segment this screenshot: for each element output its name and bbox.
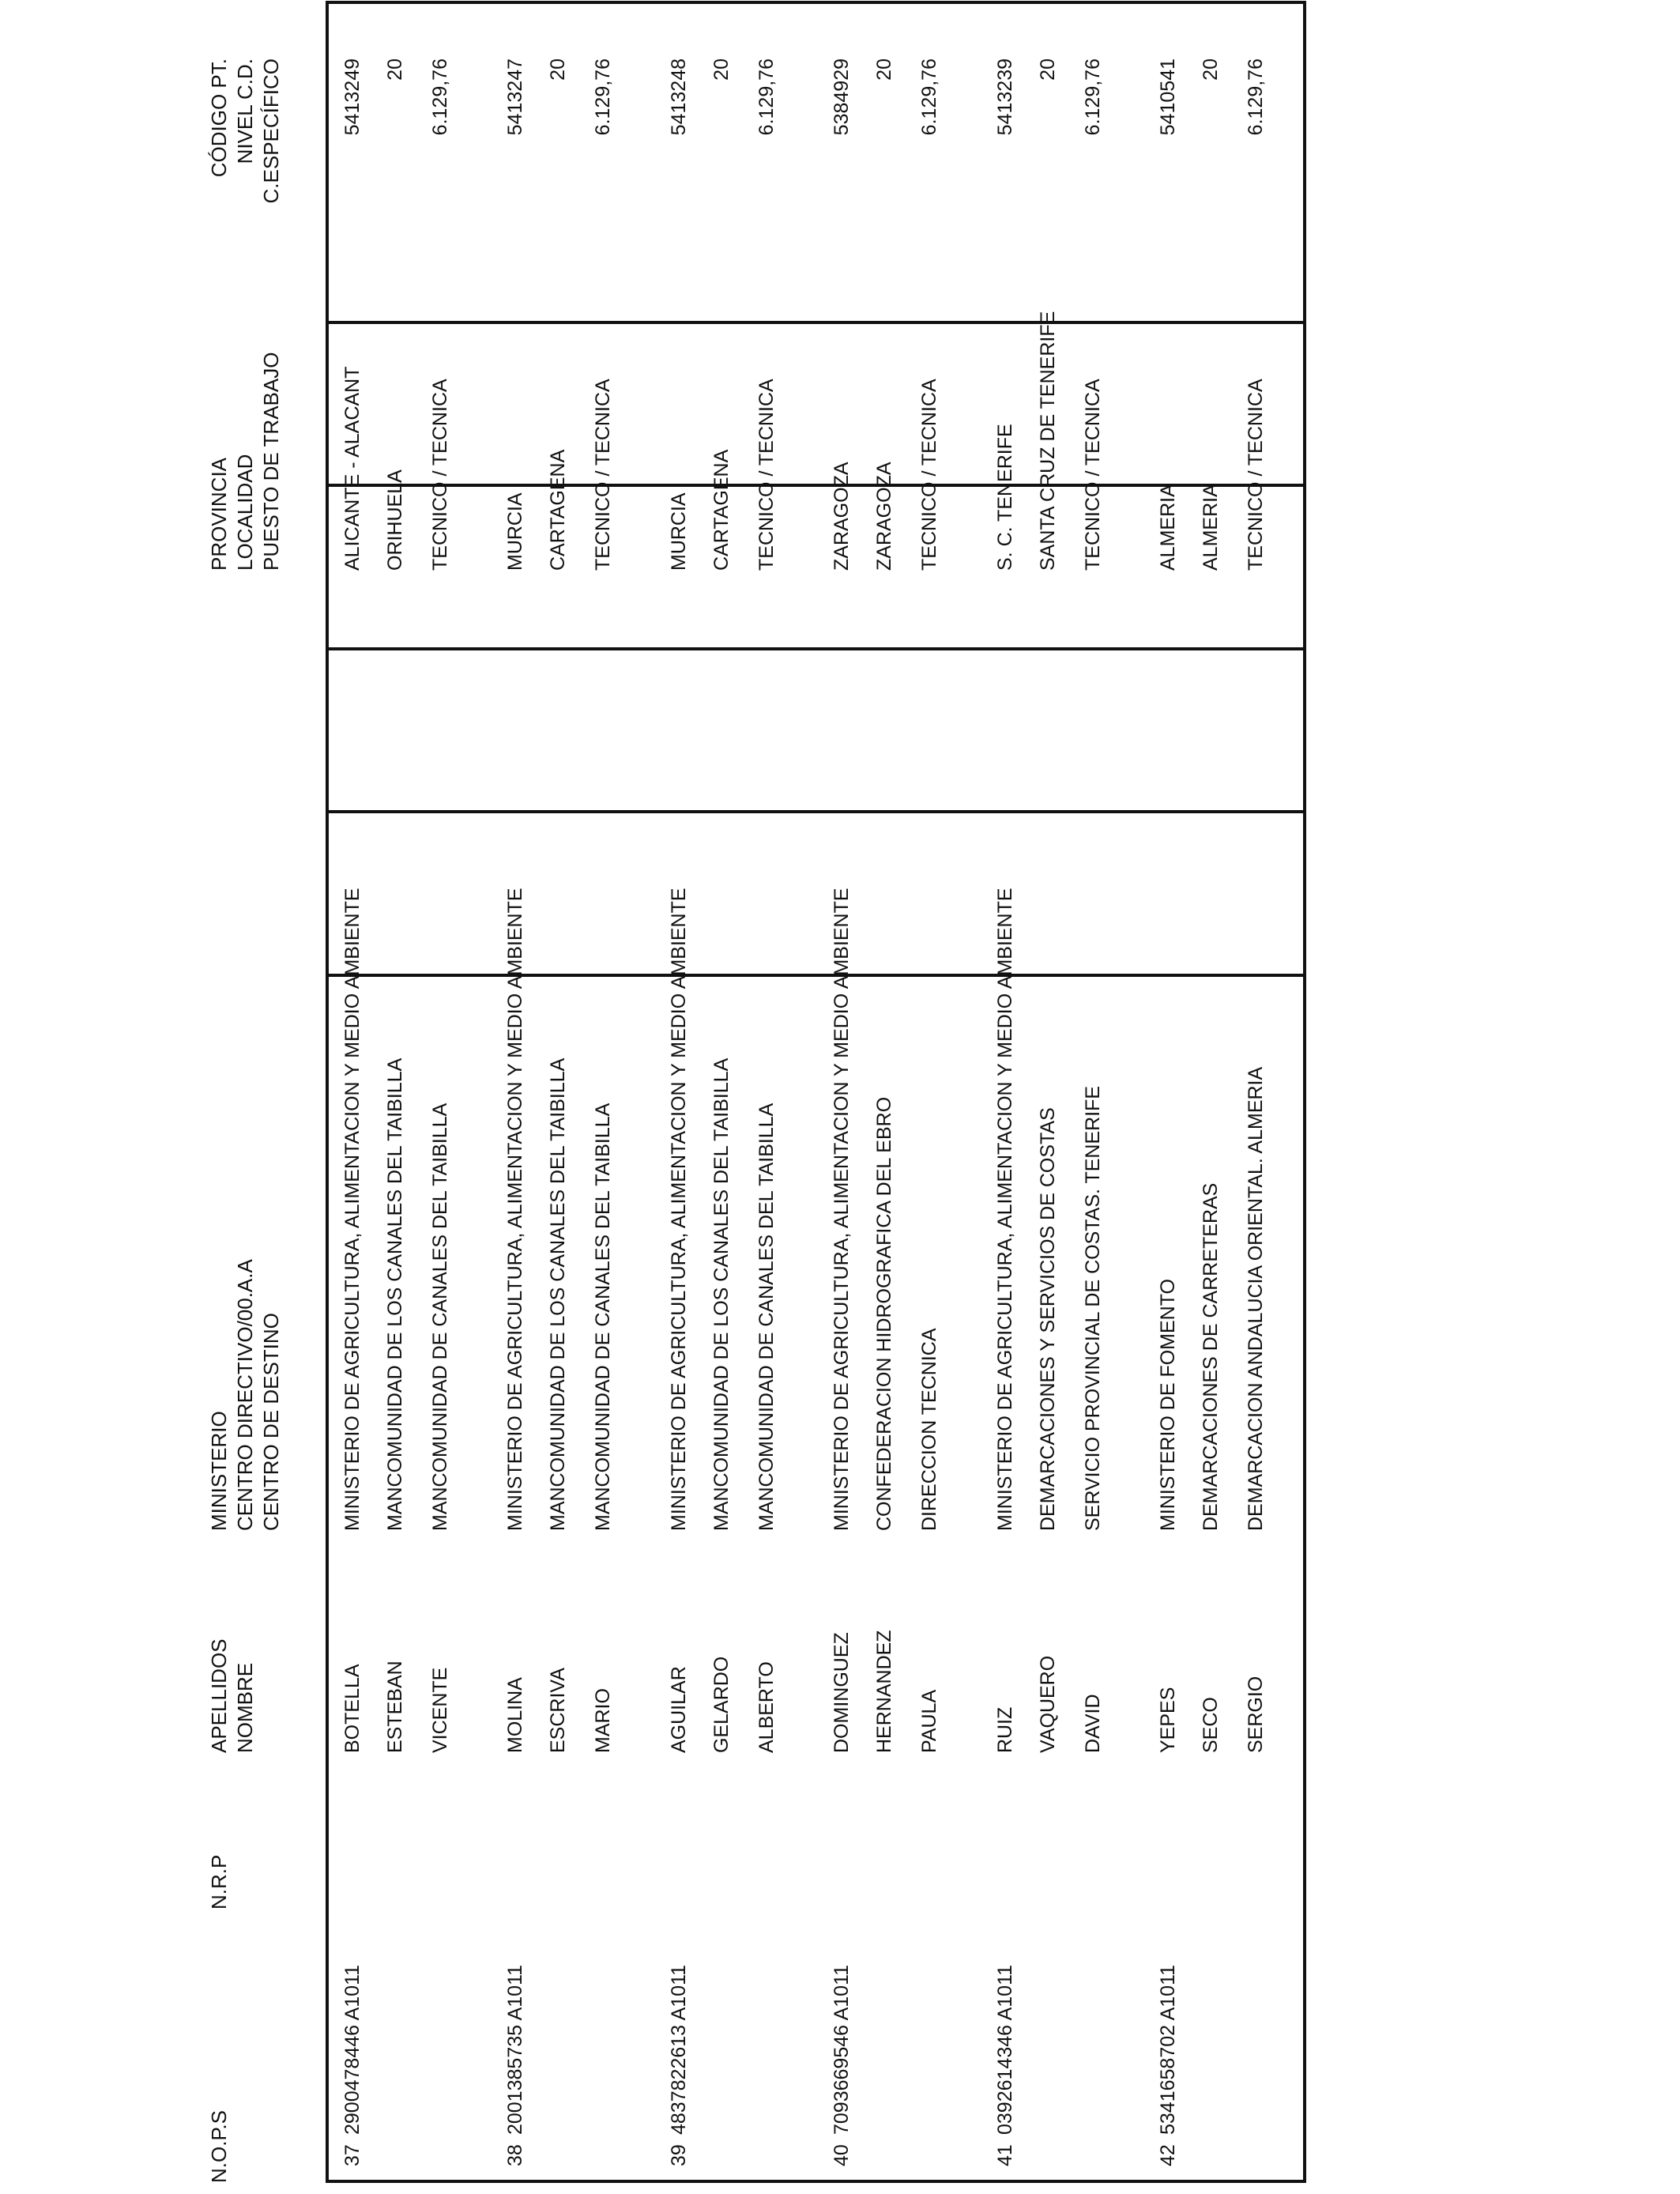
record-codigo: 5413247 — [504, 58, 526, 136]
record-provincia: ZARAGOZA — [831, 462, 853, 571]
record-puesto: TECNICO / TECNICA — [755, 379, 778, 571]
record-apellido1: AGUILAR — [668, 1666, 690, 1753]
record-nombre: MARIO — [592, 1688, 614, 1753]
record-provincia: MURCIA — [504, 492, 526, 571]
record-codigo: 5413249 — [341, 58, 363, 136]
header-provincia: PROVINCIA — [207, 457, 231, 571]
record-nops: 41 — [994, 2144, 1016, 2166]
record-apellido1: RUIZ — [994, 1706, 1016, 1753]
record-apellido2: HERNANDEZ — [873, 1630, 895, 1753]
record-ministerio: MINISTERIO DE AGRICULTURA, ALIMENTACION Y MEDIO AMBIENTE — [504, 888, 526, 1531]
header-centro-destino: CENTRO DE DESTINO — [259, 1313, 283, 1531]
record-localidad: ALMERIA — [1200, 484, 1222, 571]
record-codigo: 5413239 — [994, 58, 1016, 136]
record-centro-directivo: CONFEDERACION HIDROGRAFICA DEL EBRO — [873, 1096, 895, 1531]
record-puesto: TECNICO / TECNICA — [1082, 379, 1104, 571]
record-nivel: 20 — [1037, 58, 1059, 81]
record-centro-destino: MANCOMUNIDAD DE CANALES DEL TAIBILLA — [429, 1103, 451, 1531]
record-nops: 38 — [504, 2144, 526, 2166]
record-nombre: DAVID — [1082, 1694, 1104, 1753]
record-codigo: 5410541 — [1157, 58, 1179, 136]
record-codigo: 5413248 — [668, 58, 690, 136]
record-nombre: PAULA — [918, 1689, 940, 1753]
record-apellido2: SECO — [1200, 1697, 1222, 1753]
record-provincia: ALICANTE - ALACANT — [341, 366, 363, 571]
record-centro-directivo: MANCOMUNIDAD DE LOS CANALES DEL TAIBILLA — [710, 1057, 733, 1531]
header-apellidos: APELLIDOS — [207, 1638, 231, 1753]
header-nombre: NOMBRE — [233, 1662, 257, 1753]
record-nombre: SERGIO — [1245, 1676, 1267, 1753]
record-nivel: 20 — [873, 58, 895, 81]
record-centro-destino: MANCOMUNIDAD DE CANALES DEL TAIBILLA — [755, 1103, 778, 1531]
record-nrp: 5341658702 A1011 — [1157, 1964, 1179, 2135]
record-apellido1: MOLINA — [504, 1677, 526, 1753]
record-puesto: TECNICO / TECNICA — [592, 379, 614, 571]
record-apellido2: GELARDO — [710, 1656, 733, 1753]
record-localidad: SANTA CRUZ DE TENERIFE — [1037, 311, 1059, 571]
record-nrp: 2001385735 A1011 — [504, 1964, 526, 2135]
record-apellido2: ESCRIVA — [547, 1668, 569, 1753]
record-ministerio: MINISTERIO DE AGRICULTURA, ALIMENTACION Y MEDIO AMBIENTE — [668, 888, 690, 1531]
record-provincia: ALMERIA — [1157, 484, 1179, 571]
record-codigo: 5384929 — [831, 58, 853, 136]
record-nombre: ALBERTO — [755, 1661, 778, 1753]
record-separator — [329, 974, 1303, 977]
header-nrp: N.R.P — [207, 1854, 231, 1909]
header-codigo: CÓDIGO PT. — [207, 58, 231, 178]
record-localidad: CARTAGENA — [547, 449, 569, 571]
record-especifico: 6.129,76 — [592, 58, 614, 136]
record-especifico: 6.129,76 — [1082, 58, 1104, 136]
record-centro-directivo: MANCOMUNIDAD DE LOS CANALES DEL TAIBILLA — [547, 1057, 569, 1531]
record-localidad: ZARAGOZA — [873, 462, 895, 571]
record-especifico: 6.129,76 — [429, 58, 451, 136]
record-centro-directivo: MANCOMUNIDAD DE LOS CANALES DEL TAIBILLA — [384, 1057, 406, 1531]
record-nrp: 2900478446 A1011 — [341, 1964, 363, 2135]
record-ministerio: MINISTERIO DE AGRICULTURA, ALIMENTACION Y MEDIO AMBIENTE — [341, 888, 363, 1531]
record-nops: 39 — [668, 2144, 690, 2166]
record-ministerio: MINISTERIO DE FOMENTO — [1157, 1279, 1179, 1531]
records-frame — [326, 1, 1306, 2183]
record-puesto: TECNICO / TECNICA — [429, 379, 451, 571]
record-localidad: ORIHUELA — [384, 469, 406, 571]
record-nrp: 0392614346 A1011 — [994, 1964, 1016, 2135]
record-apellido2: VAQUERO — [1037, 1655, 1059, 1753]
record-centro-directivo: DEMARCACIONES Y SERVICIOS DE COSTAS — [1037, 1107, 1059, 1531]
record-especifico: 6.129,76 — [1245, 58, 1267, 136]
record-puesto: TECNICO / TECNICA — [918, 379, 940, 571]
record-especifico: 6.129,76 — [918, 58, 940, 136]
record-centro-destino: DEMARCACION ANDALUCIA ORIENTAL. ALMERIA — [1245, 1066, 1267, 1531]
record-provincia: MURCIA — [668, 492, 690, 571]
record-nrp: 4837822613 A1011 — [668, 1964, 690, 2135]
record-ministerio: MINISTERIO DE AGRICULTURA, ALIMENTACION Y MEDIO AMBIENTE — [831, 888, 853, 1531]
record-localidad: CARTAGENA — [710, 449, 733, 571]
record-ministerio: MINISTERIO DE AGRICULTURA, ALIMENTACION Y MEDIO AMBIENTE — [994, 888, 1016, 1531]
record-apellido2: ESTEBAN — [384, 1661, 406, 1753]
record-apellido1: YEPES — [1157, 1687, 1179, 1753]
record-nombre: VICENTE — [429, 1667, 451, 1753]
header-nivel: NIVEL C.D. — [233, 58, 257, 164]
record-nrp: 7093669546 A1011 — [831, 1964, 853, 2135]
record-centro-destino: DIRECCION TECNICA — [918, 1328, 940, 1531]
record-separator — [329, 810, 1303, 813]
record-especifico: 6.129,76 — [755, 58, 778, 136]
record-nops: 40 — [831, 2144, 853, 2166]
record-provincia: S. C. TENERIFE — [994, 424, 1016, 571]
record-centro-destino: SERVICIO PROVINCIAL DE COSTAS. TENERIFE — [1082, 1085, 1104, 1531]
record-nivel: 20 — [710, 58, 733, 81]
header-ministerio: MINISTERIO — [207, 1411, 231, 1531]
record-centro-directivo: DEMARCACIONES DE CARRETERAS — [1200, 1182, 1222, 1531]
record-nops: 42 — [1157, 2144, 1179, 2166]
header-centro-directivo: CENTRO DIRECTIVO/00.A.A — [233, 1259, 257, 1531]
header-puesto: PUESTO DE TRABAJO — [259, 352, 283, 571]
record-apellido1: BOTELLA — [341, 1664, 363, 1753]
header-localidad: LOCALIDAD — [233, 454, 257, 571]
record-separator — [329, 321, 1303, 324]
record-separator — [329, 647, 1303, 650]
record-apellido1: DOMINGUEZ — [831, 1632, 853, 1753]
record-nivel: 20 — [1200, 58, 1222, 81]
record-nops: 37 — [341, 2144, 363, 2166]
record-centro-destino: MANCOMUNIDAD DE CANALES DEL TAIBILLA — [592, 1103, 614, 1531]
header-nops: N.O.P.S — [207, 2109, 231, 2183]
header-especifico: C.ESPECÍFICO — [259, 58, 283, 204]
record-nivel: 20 — [547, 58, 569, 81]
record-puesto: TECNICO / TECNICA — [1245, 379, 1267, 571]
record-nivel: 20 — [384, 58, 406, 81]
